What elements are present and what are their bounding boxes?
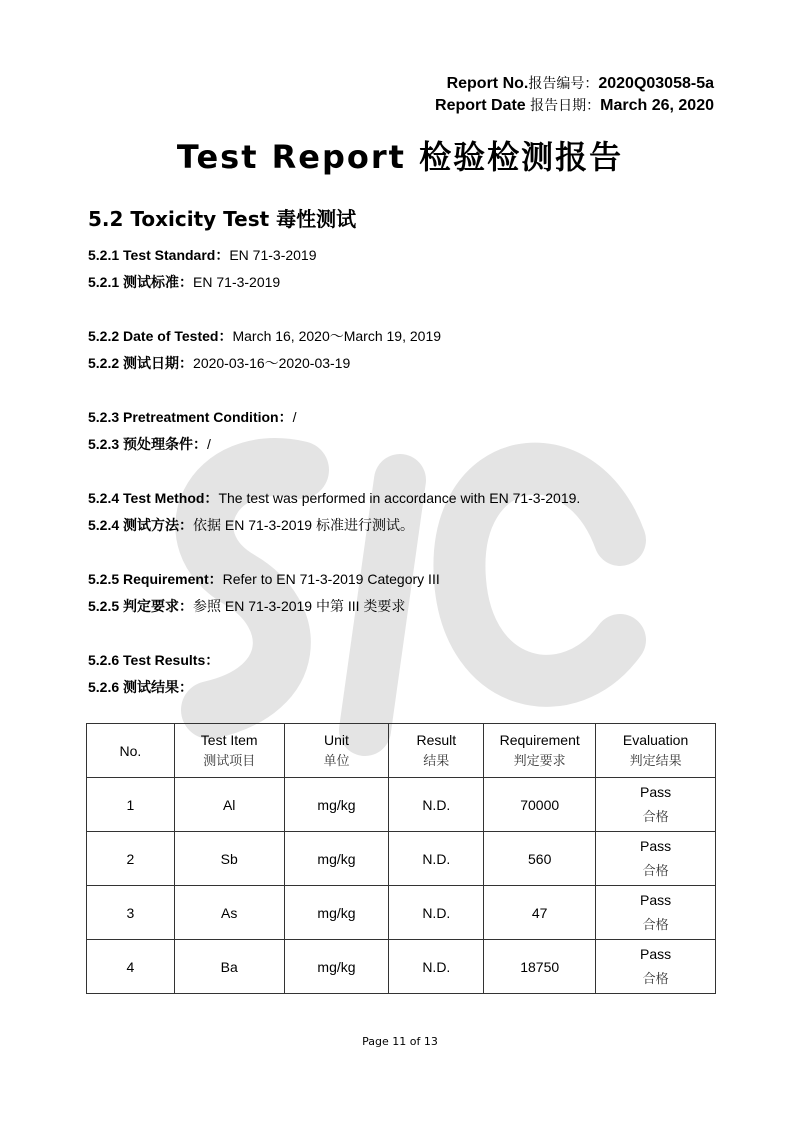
line-label: 5.2.1 测试标准： bbox=[88, 274, 194, 290]
line-label: 5.2.2 测试日期： bbox=[88, 355, 194, 371]
cell-requirement: 47 bbox=[484, 886, 596, 940]
header-label: Evaluation bbox=[622, 731, 689, 748]
header-no bbox=[87, 724, 175, 778]
header-requirement bbox=[484, 724, 596, 778]
cell-result: N.D. bbox=[389, 832, 484, 886]
report-number-label: Report No. bbox=[446, 75, 529, 92]
cell-item: As bbox=[174, 886, 284, 940]
cell-evaluation bbox=[596, 940, 716, 994]
line-label: 5.2.6 测试结果： bbox=[88, 679, 194, 695]
evaluation-cn: 合格 bbox=[642, 971, 669, 987]
header-label: Requirement bbox=[499, 731, 580, 748]
header-label: Unit bbox=[324, 731, 349, 748]
cell-unit: mg/kg bbox=[284, 940, 389, 994]
line-value: EN 71-3-2019 bbox=[193, 274, 281, 290]
header-label-cn: 判定要求 bbox=[513, 753, 566, 769]
header-test-item bbox=[174, 724, 284, 778]
cell-requirement: 18750 bbox=[484, 940, 596, 994]
cell-requirement: 560 bbox=[484, 832, 596, 886]
header-label: No. bbox=[119, 742, 142, 759]
evaluation-cn: 合格 bbox=[642, 863, 669, 879]
cell-item: Al bbox=[174, 778, 284, 832]
cell-no: 3 bbox=[87, 886, 175, 940]
line-value: / bbox=[207, 436, 211, 452]
evaluation-en: Pass bbox=[640, 783, 672, 800]
section-title: 5.2 Toxicity Test 毒性测试 bbox=[88, 207, 357, 231]
line-value: March 16, 2020～March 19, 2019 bbox=[232, 328, 442, 344]
cell-no: 2 bbox=[87, 832, 175, 886]
evaluation-en: Pass bbox=[640, 945, 672, 962]
line-label: 5.2.4 Test Method： bbox=[88, 490, 219, 506]
table-row bbox=[87, 778, 716, 832]
header-label-cn: 判定结果 bbox=[629, 753, 682, 769]
report-date-line bbox=[435, 95, 714, 117]
line-label: 5.2.5 Requirement： bbox=[88, 571, 223, 587]
table-row bbox=[87, 832, 716, 886]
requirement-cn-line bbox=[88, 596, 405, 616]
line-label: 5.2.4 测试方法： bbox=[88, 517, 194, 533]
pretreatment-cn-line bbox=[88, 434, 211, 454]
cell-evaluation bbox=[596, 832, 716, 886]
report-number: 2020Q03058-5a bbox=[598, 75, 714, 92]
header-result bbox=[389, 724, 484, 778]
report-number-label-cn: 报告编号： bbox=[528, 76, 599, 92]
table-header-row bbox=[87, 724, 716, 778]
evaluation-cn: 合格 bbox=[642, 809, 669, 825]
header-evaluation bbox=[596, 724, 716, 778]
header-unit bbox=[284, 724, 389, 778]
page-title: Test Report 检验检测报告 bbox=[176, 138, 624, 176]
line-label: 5.2.1 Test Standard： bbox=[88, 247, 230, 263]
evaluation-cn: 合格 bbox=[642, 917, 669, 933]
line-value: 依据 EN 71-3-2019 标准进行测试。 bbox=[193, 517, 414, 533]
test-results-line bbox=[88, 650, 219, 670]
page-number: Page 11 of 13 bbox=[362, 1035, 438, 1048]
header-label-cn: 测试项目 bbox=[203, 753, 256, 769]
report-number-line bbox=[435, 73, 714, 95]
test-method-cn-line bbox=[88, 515, 414, 535]
line-value: 2020-03-16～2020-03-19 bbox=[193, 355, 351, 371]
cell-evaluation bbox=[596, 886, 716, 940]
cell-result: N.D. bbox=[389, 886, 484, 940]
cell-result: N.D. bbox=[389, 940, 484, 994]
cell-requirement: 70000 bbox=[484, 778, 596, 832]
cell-unit: mg/kg bbox=[284, 886, 389, 940]
line-value: 参照 EN 71-3-2019 中第 III 类要求 bbox=[193, 598, 406, 614]
report-date-label: Report Date bbox=[435, 97, 531, 114]
header-label-cn: 单位 bbox=[323, 753, 350, 769]
report-date-label-cn: 报告日期： bbox=[530, 98, 601, 114]
requirement-line bbox=[88, 569, 440, 589]
report-date: March 26, 2020 bbox=[600, 97, 714, 114]
line-label: 5.2.6 Test Results： bbox=[88, 652, 220, 668]
pretreatment-line bbox=[88, 407, 296, 427]
header-label-cn: 结果 bbox=[423, 753, 450, 769]
line-value: Refer to EN 71-3-2019 Category III bbox=[222, 571, 440, 587]
line-label: 5.2.5 判定要求： bbox=[88, 598, 194, 614]
report-header bbox=[435, 73, 714, 117]
test-standard-cn-line bbox=[88, 272, 280, 292]
line-value: / bbox=[292, 409, 297, 425]
header-label: Result bbox=[416, 731, 457, 748]
line-value: EN 71-3-2019 bbox=[229, 247, 317, 263]
cell-item: Ba bbox=[174, 940, 284, 994]
cell-result: N.D. bbox=[389, 778, 484, 832]
cell-item: Sb bbox=[174, 832, 284, 886]
cell-no: 1 bbox=[87, 778, 175, 832]
header-label: Test Item bbox=[200, 731, 258, 748]
line-label: 5.2.2 Date of Tested： bbox=[88, 328, 233, 344]
evaluation-en: Pass bbox=[640, 837, 672, 854]
line-label: 5.2.3 Pretreatment Condition： bbox=[88, 409, 293, 425]
cell-unit: mg/kg bbox=[284, 832, 389, 886]
test-standard-line bbox=[88, 245, 317, 265]
table-row bbox=[87, 886, 716, 940]
cell-evaluation bbox=[596, 778, 716, 832]
line-value: The test was performed in accordance with EN 71-3-2019. bbox=[218, 490, 581, 506]
line-label: 5.2.3 预处理条件： bbox=[88, 436, 208, 452]
evaluation-en: Pass bbox=[640, 891, 672, 908]
table-row bbox=[87, 940, 716, 994]
test-results-cn-line bbox=[88, 677, 193, 697]
results-table bbox=[86, 723, 716, 994]
test-date-cn-line bbox=[88, 353, 350, 373]
test-method-line bbox=[88, 488, 580, 508]
cell-no: 4 bbox=[87, 940, 175, 994]
test-date-line bbox=[88, 326, 441, 346]
cell-unit: mg/kg bbox=[284, 778, 389, 832]
